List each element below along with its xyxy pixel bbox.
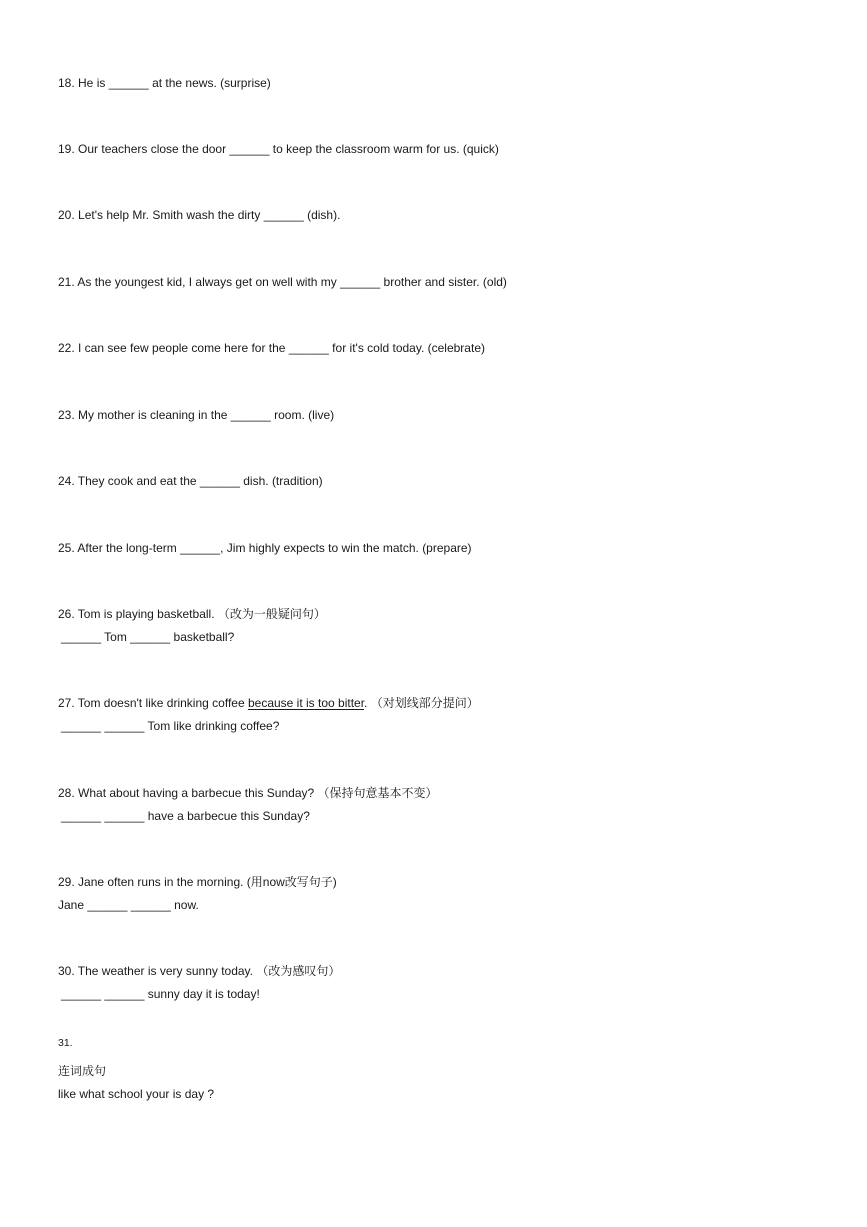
question-28-prompt: 28. What about having a barbecue this Sunday? （保持句意基本不变） — [58, 786, 438, 800]
question-23: 23. My mother is cleaning in the ______ room. (live) — [58, 408, 335, 422]
question-29-answer: Jane ______ ______ now. — [58, 898, 199, 912]
question-24: 24. They cook and eat the ______ dish. (tradition) — [58, 474, 323, 488]
question-27-prompt-end: . （对划线部分提问） — [364, 696, 479, 710]
question-27-underlined-part: because it is too bitter — [247, 696, 365, 710]
question-31-number: 31. — [58, 1037, 73, 1049]
question-21: 21. As the youngest kid, I always get on well with my ______ brother and sister. (old) — [58, 275, 507, 289]
question-20: 20. Let's help Mr. Smith wash the dirty ______ (dish). — [58, 208, 341, 222]
question-22: 22. I can see few people come here for the ______ for it's cold today. (celebrate) — [58, 341, 485, 355]
question-31-instruction: 连词成句 — [58, 1064, 107, 1078]
question-28-answer: ______ ______ have a barbecue this Sunday? — [61, 809, 310, 823]
question-18: 18. He is ______ at the news. (surprise) — [58, 76, 271, 90]
question-27-prompt — [58, 695, 479, 711]
question-27-answer: ______ ______ Tom like drinking coffee? — [61, 719, 280, 733]
question-27-prompt-start: 27. Tom doesn't like drinking coffee — [58, 696, 248, 710]
question-30-prompt: 30. The weather is very sunny today. （改为感叹句） — [58, 964, 341, 978]
question-26-prompt: 26. Tom is playing basketball. （改为一般疑问句） — [58, 607, 326, 621]
question-31-words: like what school your is day ? — [58, 1087, 215, 1101]
question-25: 25. After the long-term ______, Jim highly expects to win the match. (prepare) — [58, 541, 472, 555]
question-19: 19. Our teachers close the door ______ to keep the classroom warm for us. (quick) — [58, 142, 499, 156]
question-26-answer: ______ Tom ______ basketball? — [61, 630, 235, 644]
question-29-prompt: 29. Jane often runs in the morning. (用now改写句子) — [58, 875, 337, 889]
question-30-answer: ______ ______ sunny day it is today! — [61, 987, 260, 1001]
